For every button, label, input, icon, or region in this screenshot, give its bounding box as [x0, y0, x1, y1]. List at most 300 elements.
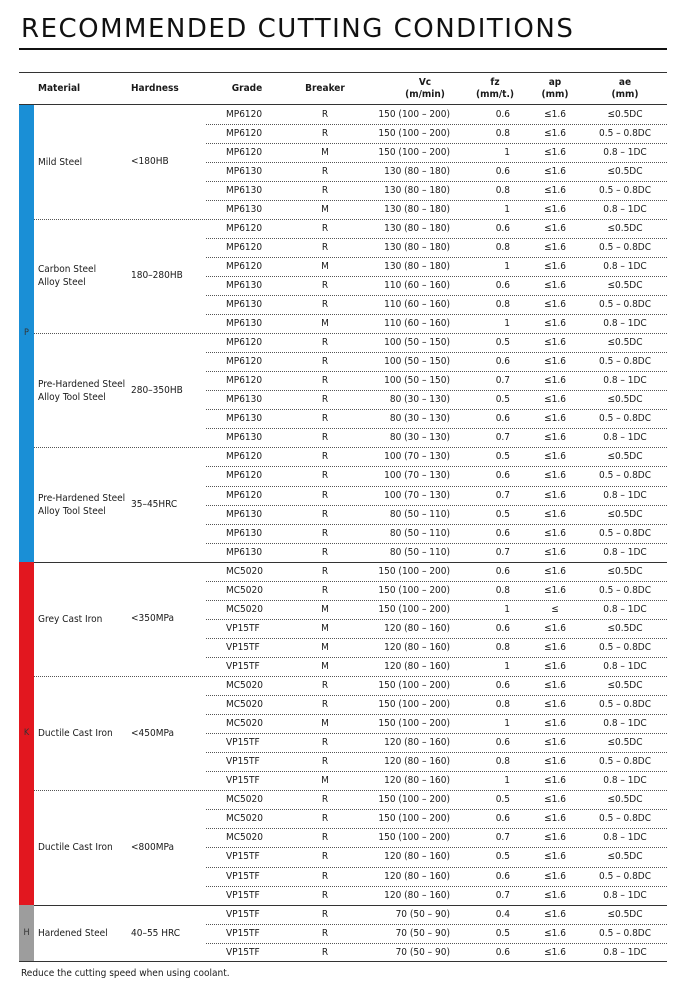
header-fz-unit: (mm/t.) [476, 89, 514, 100]
cell-vc: 100 (50 – 150) [384, 337, 450, 349]
cell-ap: ≤1.6 [544, 318, 566, 330]
row-separator [206, 486, 667, 487]
cell-fz: 0.7 [495, 375, 510, 387]
cell-grade: MP6130 [226, 413, 263, 425]
group-separator [34, 219, 667, 220]
row-separator [206, 466, 667, 467]
cell-vc: 80 (50 – 110) [389, 527, 450, 539]
table-bottom-rule [19, 961, 667, 962]
cell-ae: 0.8 – 1DC [603, 832, 647, 844]
material-name [38, 263, 96, 289]
group-separator [34, 790, 667, 791]
row-separator [206, 371, 667, 372]
cell-fz: 0.6 [495, 108, 510, 120]
row-separator [206, 867, 667, 868]
cell-brk: R [321, 546, 329, 558]
cell-fz: 1 [504, 660, 510, 672]
cell-ae: 0.5 – 0.8DC [598, 756, 652, 768]
iso-letter-p: P [24, 327, 29, 338]
title-underline [19, 48, 667, 50]
cell-brk: R [321, 813, 329, 825]
cell-ae: 0.5 – 0.8DC [598, 127, 652, 139]
cell-ap: ≤1.6 [544, 699, 566, 711]
cell-vc: 100 (70 – 130) [384, 489, 450, 501]
cell-brk: M [321, 641, 329, 653]
hardness-value: <450MPa [131, 727, 174, 739]
cell-ap: ≤1.6 [544, 279, 566, 291]
cell-grade: MP6120 [226, 146, 263, 158]
cell-brk: R [321, 451, 329, 463]
cell-fz: 0.5 [495, 851, 510, 863]
cell-brk: R [321, 756, 329, 768]
cell-grade: MP6130 [226, 165, 263, 177]
cell-ae: 0.5 – 0.8DC [598, 927, 652, 939]
cell-ap: ≤1.6 [544, 622, 566, 634]
cell-vc: 150 (100 – 200) [378, 813, 450, 825]
cell-grade: MP6120 [226, 375, 263, 387]
cell-ae: ≤0.5DC [607, 108, 643, 120]
cell-ae: ≤0.5DC [607, 451, 643, 463]
cell-brk: R [321, 127, 329, 139]
cell-grade: MC5020 [226, 680, 263, 691]
cell-vc: 120 (80 – 160) [384, 851, 450, 863]
cell-ap: ≤1.6 [544, 222, 566, 234]
cell-fz: 0.8 [495, 584, 510, 596]
cell-ae: 0.5 – 0.8DC [598, 299, 652, 310]
material-name [38, 492, 125, 518]
cell-ap: ≤1.6 [544, 470, 566, 482]
cell-vc: 80 (50 – 110) [389, 508, 450, 520]
cell-vc: 110 (60 – 160) [384, 318, 450, 330]
cell-fz: 0.8 [495, 299, 510, 310]
material-name [38, 613, 102, 626]
row-separator [206, 352, 667, 353]
cell-ap: ≤1.6 [544, 546, 566, 558]
cell-fz: 0.5 [495, 794, 510, 806]
header-material: Material [38, 83, 81, 94]
cell-brk: R [321, 508, 329, 520]
cell-ap: ≤1.6 [544, 851, 566, 863]
header-ae-name: ae [618, 77, 632, 88]
cell-grade: VP15TF [226, 756, 260, 768]
footnote: Reduce the cutting speed when using coolant. [21, 968, 230, 979]
cell-fz: 0.8 [495, 241, 510, 253]
cell-fz: 0.7 [495, 432, 510, 444]
cell-fz: 0.6 [495, 413, 510, 425]
cell-grade: VP15TF [226, 870, 260, 882]
cell-vc: 150 (100 – 200) [378, 127, 450, 139]
cell-vc: 120 (80 – 160) [384, 622, 450, 634]
cell-vc: 120 (80 – 160) [384, 737, 450, 749]
material-line: Grey Cast Iron [38, 613, 103, 625]
cell-ae: 0.8 – 1DC [603, 318, 647, 330]
cell-vc: 100 (50 – 150) [384, 356, 450, 368]
cell-ap: ≤1.6 [544, 260, 566, 272]
material-line: Alloy Tool Steel [38, 391, 106, 403]
cell-brk: R [321, 470, 329, 482]
cell-grade: MP6130 [226, 203, 263, 215]
cell-vc: 120 (80 – 160) [384, 660, 450, 672]
cell-vc: 100 (70 – 130) [384, 470, 450, 482]
header-ae-unit: (mm) [611, 89, 639, 100]
row-separator [206, 505, 667, 506]
row-separator [206, 886, 667, 887]
cell-ae: ≤0.5DC [607, 222, 643, 234]
row-separator [206, 543, 667, 544]
cell-vc: 130 (80 – 180) [384, 260, 450, 272]
row-separator [206, 143, 667, 144]
cell-ap: ≤1.6 [544, 527, 566, 539]
cell-fz: 0.8 [495, 699, 510, 711]
row-separator [206, 390, 667, 391]
cell-grade: MP6130 [226, 508, 263, 520]
cell-vc: 150 (100 – 200) [378, 718, 450, 730]
cell-grade: VP15TF [226, 737, 260, 749]
row-separator [206, 162, 667, 163]
cell-fz: 0.8 [495, 756, 510, 768]
row-separator [206, 619, 667, 620]
cell-fz: 1 [504, 146, 510, 158]
cell-fz: 1 [504, 203, 510, 215]
table-header [0, 73, 686, 105]
row-separator [206, 257, 667, 258]
cell-ae: ≤0.5DC [607, 680, 643, 691]
cell-vc: 120 (80 – 160) [384, 870, 450, 882]
cell-ap: ≤1.6 [544, 108, 566, 120]
cell-brk: R [321, 908, 329, 920]
cell-grade: MP6120 [226, 108, 263, 120]
cell-grade: VP15TF [226, 927, 260, 939]
cell-brk: R [321, 699, 329, 711]
cell-ap: ≤1.6 [544, 584, 566, 596]
row-separator [206, 200, 667, 201]
cell-brk: R [321, 889, 329, 901]
cell-vc: 130 (80 – 180) [384, 184, 450, 196]
cell-brk: R [321, 584, 329, 596]
row-separator [206, 657, 667, 658]
cell-ae: ≤0.5DC [607, 508, 643, 520]
cell-vc: 110 (60 – 160) [384, 279, 450, 291]
cell-brk: R [321, 394, 329, 406]
cell-ap: ≤1.6 [544, 927, 566, 939]
cell-vc: 150 (100 – 200) [378, 603, 450, 615]
cell-ap: ≤1.6 [544, 756, 566, 768]
row-separator [206, 181, 667, 182]
cell-grade: MC5020 [226, 813, 263, 825]
cell-grade: MP6130 [226, 184, 263, 196]
cell-fz: 0.6 [495, 870, 510, 882]
material-name [38, 927, 108, 940]
cell-brk: R [321, 165, 329, 177]
cell-grade: MP6120 [226, 260, 263, 272]
cell-ae: 0.5 – 0.8DC [598, 527, 652, 539]
cell-ap: ≤1.6 [544, 718, 566, 730]
cell-fz: 1 [504, 775, 510, 787]
cell-ae: 0.8 – 1DC [603, 946, 647, 958]
cell-ae: 0.5 – 0.8DC [598, 641, 652, 653]
cell-vc: 70 (50 – 90) [395, 946, 450, 958]
cell-grade: VP15TF [226, 908, 260, 920]
cell-grade: MP6130 [226, 546, 263, 558]
cell-grade: VP15TF [226, 775, 260, 787]
material-line: Alloy Tool Steel [38, 506, 106, 518]
cell-vc: 120 (80 – 160) [384, 775, 450, 787]
cell-brk: R [321, 851, 329, 863]
cell-ap: ≤1.6 [544, 508, 566, 520]
cell-vc: 150 (100 – 200) [378, 680, 450, 691]
cell-brk: R [321, 565, 329, 577]
hardness-value: 35–45HRC [131, 499, 178, 511]
header-vc-name: Vc [418, 77, 432, 88]
cell-fz: 0.5 [495, 508, 510, 520]
row-separator [206, 752, 667, 753]
row-separator [206, 409, 667, 410]
cell-brk: R [321, 489, 329, 501]
cell-ae: ≤0.5DC [607, 794, 643, 806]
row-separator [206, 276, 667, 277]
cell-fz: 0.6 [495, 737, 510, 749]
cell-grade: MC5020 [226, 584, 263, 596]
cell-grade: MP6120 [226, 356, 263, 368]
cell-ap: ≤1.6 [544, 660, 566, 672]
row-separator [206, 238, 667, 239]
cell-fz: 0.6 [495, 813, 510, 825]
cell-ae: 0.8 – 1DC [603, 489, 647, 501]
page-title: RECOMMENDED CUTTING CONDITIONS [21, 14, 575, 44]
group-separator [19, 905, 667, 906]
cell-ae: ≤0.5DC [607, 394, 643, 406]
cell-ae: ≤0.5DC [607, 737, 643, 749]
material-name [38, 841, 113, 854]
cell-fz: 0.8 [495, 641, 510, 653]
cell-ap: ≤1.6 [544, 565, 566, 577]
row-separator [206, 124, 667, 125]
cell-grade: VP15TF [226, 889, 260, 901]
cell-grade: VP15TF [226, 851, 260, 863]
cell-ap: ≤1.6 [544, 241, 566, 253]
cell-fz: 0.5 [495, 451, 510, 463]
material-line: Carbon Steel [38, 264, 97, 276]
cell-ap: ≤1.6 [544, 946, 566, 958]
row-separator [206, 600, 667, 601]
cell-fz: 0.6 [495, 680, 510, 691]
cell-fz: 0.6 [495, 527, 510, 539]
cell-ae: 0.5 – 0.8DC [598, 813, 652, 825]
header-fz-name: fz [490, 77, 500, 88]
cell-brk: R [321, 241, 329, 253]
cell-ae: 0.5 – 0.8DC [598, 413, 652, 425]
cell-ae: 0.8 – 1DC [603, 546, 647, 558]
row-separator [206, 828, 667, 829]
hardness-value: 40–55 HRC [131, 927, 181, 939]
cell-ap: ≤1.6 [544, 737, 566, 749]
cell-brk: R [321, 794, 329, 806]
cell-grade: MP6120 [226, 222, 263, 234]
cell-grade: MC5020 [226, 565, 263, 577]
cell-ap: ≤1.6 [544, 870, 566, 882]
cell-vc: 80 (50 – 110) [389, 546, 450, 558]
cell-ae: 0.5 – 0.8DC [598, 356, 652, 368]
cell-fz: 0.8 [495, 184, 510, 196]
iso-letter-h: H [23, 927, 30, 938]
cell-fz: 0.6 [495, 470, 510, 482]
cell-ae: ≤0.5DC [607, 165, 643, 177]
cell-vc: 130 (80 – 180) [384, 165, 450, 177]
cell-fz: 0.4 [495, 908, 510, 920]
header-ap-unit: (mm) [541, 89, 569, 100]
cell-vc: 80 (30 – 130) [389, 413, 450, 425]
cell-ap: ≤1.6 [544, 794, 566, 806]
row-separator [206, 943, 667, 944]
cell-ap: ≤1.6 [544, 889, 566, 901]
cell-brk: R [321, 432, 329, 444]
row-separator [206, 638, 667, 639]
cell-fz: 0.6 [495, 622, 510, 634]
cell-fz: 0.6 [495, 565, 510, 577]
cell-ap: ≤1.6 [544, 203, 566, 215]
cell-fz: 1 [504, 260, 510, 272]
cell-fz: 0.6 [495, 222, 510, 234]
cell-grade: VP15TF [226, 622, 260, 634]
cell-ap: ≤1.6 [544, 832, 566, 844]
cell-ae: ≤0.5DC [607, 622, 643, 634]
material-line: Pre-Hardened Steel [38, 378, 126, 390]
cell-grade: MC5020 [226, 603, 263, 615]
cell-ap: ≤1.6 [544, 680, 566, 691]
cell-brk: R [321, 527, 329, 539]
row-separator [206, 581, 667, 582]
cell-ae: ≤0.5DC [607, 565, 643, 577]
cell-brk: R [321, 337, 329, 349]
header-vc-unit: (m/min) [405, 89, 445, 100]
material-name [38, 727, 113, 740]
cell-grade: MP6130 [226, 299, 263, 310]
cell-brk: R [321, 927, 329, 939]
cell-grade: MC5020 [226, 718, 263, 730]
cell-ap: ≤1.6 [544, 908, 566, 920]
cell-grade: VP15TF [226, 641, 260, 653]
cell-grade: MP6120 [226, 451, 263, 463]
cell-grade: MP6120 [226, 337, 263, 349]
cell-ap: ≤1.6 [544, 641, 566, 653]
cell-ae: 0.5 – 0.8DC [598, 870, 652, 882]
cell-brk: R [321, 737, 329, 749]
row-separator [206, 924, 667, 925]
cell-ae: 0.8 – 1DC [603, 889, 647, 901]
cell-brk: R [321, 680, 329, 691]
cell-fz: 0.6 [495, 356, 510, 368]
cell-fz: 1 [504, 603, 510, 615]
header-rule [19, 104, 667, 105]
cell-ae: 0.8 – 1DC [603, 203, 647, 215]
cell-brk: R [321, 946, 329, 958]
hardness-value: <800MPa [131, 841, 174, 853]
row-separator [206, 314, 667, 315]
material-line: Ductile Cast Iron [38, 728, 113, 740]
hardness-value: <180HB [131, 156, 169, 168]
cell-brk: M [321, 718, 329, 730]
cell-fz: 1 [504, 318, 510, 330]
cell-fz: 0.7 [495, 889, 510, 901]
cell-brk: M [321, 260, 329, 272]
cell-ap: ≤1.6 [544, 184, 566, 196]
cell-grade: MP6120 [226, 127, 263, 139]
cell-ae: 0.8 – 1DC [603, 718, 647, 730]
cell-grade: MP6120 [226, 489, 263, 501]
material-line: Ductile Cast Iron [38, 842, 113, 854]
cell-brk: R [321, 870, 329, 882]
cell-ae: 0.8 – 1DC [603, 603, 647, 615]
cell-brk: R [321, 108, 329, 120]
cell-fz: 0.7 [495, 546, 510, 558]
cell-grade: MP6130 [226, 279, 263, 291]
cell-ap: ≤1.6 [544, 356, 566, 368]
cell-grade: MP6130 [226, 527, 263, 539]
material-line: Hardened Steel [38, 928, 108, 940]
cell-brk: M [321, 203, 329, 215]
cell-ae: 0.8 – 1DC [603, 432, 647, 444]
row-separator [206, 295, 667, 296]
cell-ap: ≤1.6 [544, 813, 566, 825]
cell-ae: 0.5 – 0.8DC [598, 470, 652, 482]
cell-brk: R [321, 222, 329, 234]
cell-ae: ≤0.5DC [607, 279, 643, 291]
cell-vc: 80 (30 – 130) [389, 432, 450, 444]
row-separator [206, 847, 667, 848]
cell-vc: 150 (100 – 200) [378, 699, 450, 711]
cell-ae: ≤0.5DC [607, 337, 643, 349]
cell-ae: ≤0.5DC [607, 908, 643, 920]
header-ap-name: ap [548, 77, 562, 88]
cell-grade: MC5020 [226, 794, 263, 806]
cell-brk: R [321, 356, 329, 368]
cell-brk: R [321, 832, 329, 844]
cell-ae: 0.5 – 0.8DC [598, 584, 652, 596]
cell-ap: ≤1.6 [544, 337, 566, 349]
cell-ap: ≤1.6 [544, 432, 566, 444]
cell-vc: 150 (100 – 200) [378, 584, 450, 596]
material-name [38, 156, 82, 169]
cell-vc: 130 (80 – 180) [384, 241, 450, 253]
row-separator [206, 428, 667, 429]
cell-ap: ≤1.6 [544, 394, 566, 406]
cell-ae: 0.5 – 0.8DC [598, 699, 652, 711]
cell-vc: 130 (80 – 180) [384, 203, 450, 215]
row-separator [206, 714, 667, 715]
cell-ap: ≤1.6 [544, 451, 566, 463]
cell-ap: ≤1.6 [544, 375, 566, 387]
cell-fz: 0.5 [495, 337, 510, 349]
row-separator [206, 771, 667, 772]
cell-vc: 80 (30 – 130) [389, 394, 450, 406]
cell-ap: ≤1.6 [544, 127, 566, 139]
cell-grade: MC5020 [226, 832, 263, 844]
row-separator [206, 809, 667, 810]
group-separator [19, 562, 667, 563]
cell-ap: ≤1.6 [544, 775, 566, 787]
cell-vc: 100 (70 – 130) [384, 451, 450, 463]
cell-fz: 0.8 [495, 127, 510, 139]
row-separator [206, 733, 667, 734]
cell-fz: 0.6 [495, 165, 510, 177]
iso-letter-k: K [23, 727, 30, 738]
hardness-value: 280–350HB [131, 384, 183, 396]
cell-brk: M [321, 318, 329, 330]
cell-grade: VP15TF [226, 946, 260, 958]
cell-vc: 130 (80 – 180) [384, 222, 450, 234]
cell-grade: MP6120 [226, 470, 263, 482]
header-fz [470, 77, 520, 101]
